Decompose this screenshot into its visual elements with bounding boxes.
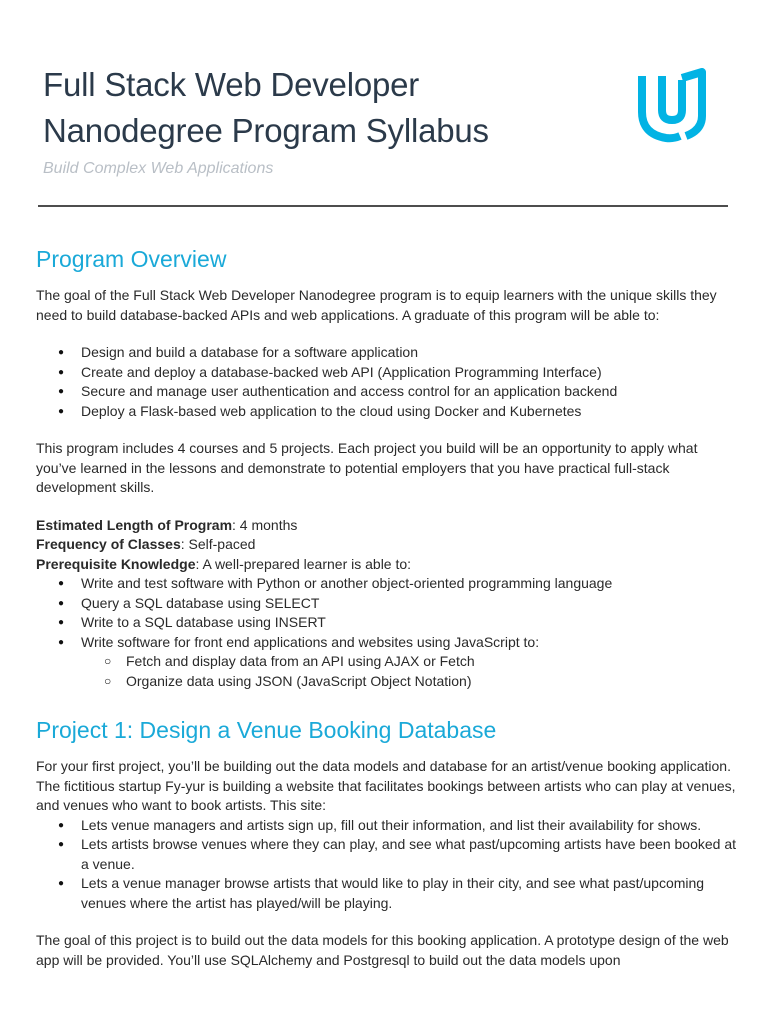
header-divider <box>38 205 728 207</box>
project-1-goal: The goal of this project is to build out the data models for this booking application. A prototype design of the web app will be provided. You’ll use SQLAlchemy and Postgresql to build out the data models upon <box>36 932 729 968</box>
list-item: ● Deploy a Flask-based web application to the cloud using Docker and Kubernetes <box>36 402 736 422</box>
section-heading-overview: Program Overview <box>36 246 227 272</box>
project-1-features-list <box>36 816 736 914</box>
prerequisite-knowledge <box>36 555 736 575</box>
class-frequency-value: : Self-paced <box>180 536 256 552</box>
list-item: ● Lets a venue manager browse artists that would like to play in their city, and see what past/upcoming venues where the artist has played/will be playing. <box>36 874 736 913</box>
section-heading-project-1: Project 1: Design a Venue Booking Database <box>36 717 497 743</box>
list-item: ● Secure and manage user authentication and access control for an application backend <box>36 382 736 402</box>
list-item: ○ Organize data using JSON (JavaScript Object Notation) <box>36 672 736 692</box>
title-block <box>43 62 603 180</box>
prerequisite-label: Prerequisite Knowledge <box>36 555 196 572</box>
overview-intro: The goal of the Full Stack Web Developer Nanodegree program is to equip learners with the unique skills they need to build database-backed APIs and web applications. A graduate of this program will be able to: <box>36 287 717 323</box>
list-item: ● Write software for front end applications and websites using JavaScript to: <box>36 633 736 653</box>
courses-paragraph: This program includes 4 courses and 5 projects. Each project you build will be an opportunity to apply what you’ve learned in the lessons and demonstrate to potential employers that you have practical full-stack development skills. <box>36 440 698 495</box>
list-item: ● Write and test software with Python or another object-oriented programming language <box>36 574 736 594</box>
program-length-value: : 4 months <box>232 516 298 533</box>
prerequisite-sublist <box>36 652 736 691</box>
prerequisite-list <box>36 574 736 652</box>
page-subtitle: Build Complex Web Applications <box>43 160 274 177</box>
project-1-intro: For your first project, you’ll be building out the data models and database for an artist/venue booking application. The fictitious startup Fy-yur is building a website that facilitates bookings between artists who can play at venues, and venues who want to book artists. This site: <box>36 758 736 813</box>
program-length <box>36 516 736 536</box>
list-item: ● Query a SQL database using SELECT <box>36 594 736 614</box>
udacity-logo-icon <box>636 68 710 144</box>
list-item: ● Lets venue managers and artists sign up, fill out their information, and list their availability for shows. <box>36 816 736 836</box>
main-content <box>36 244 736 970</box>
list-item: ● Write to a SQL database using INSERT <box>36 613 736 633</box>
class-frequency-label: Frequency of Classes <box>36 536 181 552</box>
page-title <box>43 62 603 154</box>
list-item: ● Create and deploy a database-backed web API (Application Programming Interface) <box>36 363 736 383</box>
list-item: ○ Fetch and display data from an API using AJAX or Fetch <box>36 652 736 672</box>
outcomes-list <box>36 343 736 421</box>
title-line-1: Full Stack Web Developer <box>43 66 420 103</box>
list-item: ● Design and build a database for a software application <box>36 343 736 363</box>
prerequisite-value: : A well-prepared learner is able to: <box>195 555 412 572</box>
title-line-2: Nanodegree Program Syllabus <box>43 112 489 149</box>
program-length-label: Estimated Length of Program <box>36 516 233 533</box>
list-item: ● Lets artists browse venues where they can play, and see what past/upcoming artists have been booked at a venue. <box>36 835 736 874</box>
class-frequency <box>36 535 736 555</box>
